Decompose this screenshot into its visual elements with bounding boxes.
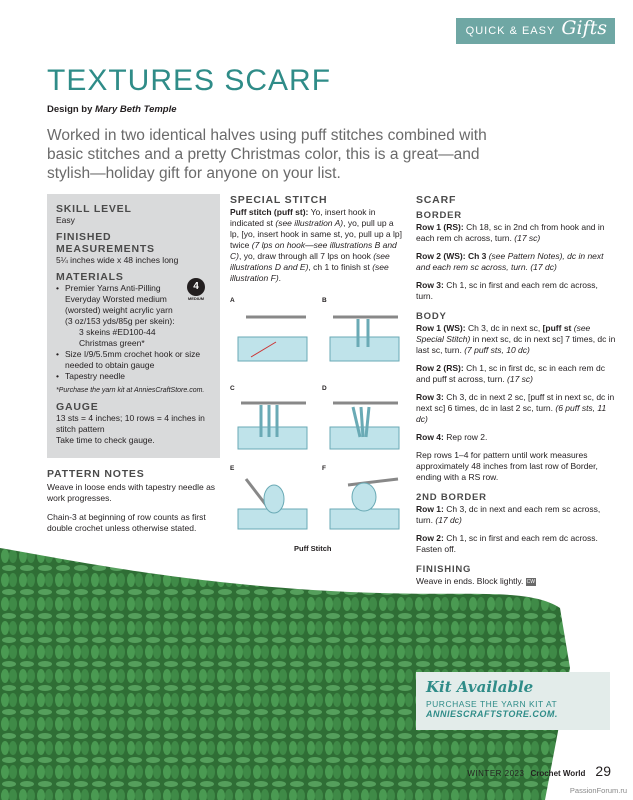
- page-number: 29: [595, 763, 611, 779]
- gauge-line2: Take time to check gauge.: [56, 435, 155, 445]
- section-tag: [456, 18, 615, 44]
- skill-level-value: Easy: [56, 215, 75, 225]
- cw-end-icon: CW: [526, 578, 535, 585]
- finishing-text: Weave in ends. Block lightly. CW: [416, 576, 535, 586]
- border-row-1: Row 1 (RS): Ch 18, sc in 2nd ch from hook and in each rem ch across, turn. (17 sc): [416, 222, 605, 243]
- pattern-note-2: Chain-3 at beginning of row counts as first double crochet unless otherwise stated.: [47, 512, 206, 533]
- body-row-2: Row 2 (RS): Ch 1, sc in first dc, sc in each rem dc and puff st across, turn. (17 sc): [416, 363, 605, 384]
- designer-name: Mary Beth Temple: [95, 104, 177, 115]
- second-border-row-2: Row 2: Ch 1, sc in first and each rem dc across. Fasten off.: [416, 533, 598, 554]
- body-repeat: Rep rows 1–4 for pattern until work measures approximately 48 inches from last row of Border, ending with a RS row.: [416, 450, 598, 482]
- special-stitch-text: Puff stitch (puff st): Yo, insert hook in indicated st (see illustration A), yo, pull up a lp, [yo, insert hook in same st, yo, pull up a lp] twice (7 lps on hook—see illustrations B and C), yo, draw through all 7 lps on hook (see illustrations D and E), ch 1 to finish st (see illustration F).: [230, 207, 402, 283]
- page-footer: [467, 763, 611, 779]
- illus-f-image: [328, 475, 401, 535]
- scarf-instructions: [416, 194, 616, 587]
- intro-text: Worked in two identical halves using puff stitches combined with basic stitches and a pretty Christmas color, this is a great—and stylish—holiday gift for anyone on your list.: [47, 127, 487, 182]
- gifts-label: Gifts: [561, 17, 607, 39]
- materials-note: *Purchase the yarn kit at AnniesCraftStore.com.: [56, 387, 205, 394]
- issue-label: WINTER 2023: [467, 769, 525, 778]
- pattern-notes-heading: PATTERN NOTES: [47, 468, 145, 480]
- finishing-heading: FINISHING: [416, 564, 472, 575]
- gauge-line1: 13 sts = 4 inches; 10 rows = 4 inches in stitch pattern: [56, 413, 205, 434]
- illus-e-image: [236, 475, 309, 535]
- illus-label-e: E: [230, 465, 235, 472]
- materials-needle: • Tapestry needle: [56, 371, 211, 382]
- yarn-weight-number: 4: [187, 278, 205, 296]
- pattern-note-1: Weave in loose ends with tapestry needle as work progresses.: [47, 482, 216, 503]
- pattern-notes: [47, 468, 227, 534]
- body-row-4: Row 4: Rep row 2.: [416, 432, 488, 442]
- border-row-2: Row 2 (WS): Ch 3 (see Pattern Notes), dc in next and each rem sc across, turn. (17 dc): [416, 251, 604, 272]
- yarn-weight-label: MEDIUM: [187, 296, 205, 301]
- watermark: PassionForum.ru: [569, 786, 627, 795]
- page-title: TEXTURES SCARF: [47, 64, 332, 97]
- kit-line-1: PURCHASE THE YARN KIT AT: [426, 699, 558, 709]
- quick-easy-label: QUICK & EASY: [465, 25, 556, 37]
- body-heading: BODY: [416, 311, 447, 322]
- illus-label-b: B: [322, 297, 327, 304]
- special-stitch-heading: SPECIAL STITCH: [230, 194, 328, 206]
- illus-c-image: [236, 395, 309, 455]
- kit-available-box: [416, 672, 610, 730]
- materials-yarn: • Premier Yarns Anti-Pilling Everyday Worsted medium (worsted) weight acrylic yarn (3 oz/153 yds/85g per skein): 3 skeins #ED100-44 Christmas green*: [56, 283, 211, 349]
- yarn-weight-icon: [185, 278, 207, 302]
- border-heading: BORDER: [416, 210, 462, 221]
- materials-hook: • Size I/9/5.5mm crochet hook or size needed to obtain gauge: [56, 349, 211, 371]
- special-stitch: [230, 194, 402, 284]
- illus-label-c: C: [230, 385, 235, 392]
- scarf-heading: SCARF: [416, 194, 457, 206]
- byline: Design by Mary Beth Temple: [47, 104, 177, 115]
- body-row-1: Row 1 (WS): Ch 3, dc in next sc, [puff st (see Special Stitch) in next sc, dc in next sc] 7 times, dc in last sc, turn. (7 puff sts, 10 dc): [416, 323, 616, 355]
- second-border-row-1: Row 1: Ch 3, dc in next and each rem sc across, turn. (17 dc): [416, 504, 601, 525]
- puff-stitch-illustrations: [230, 297, 402, 532]
- skill-level-heading: SKILL LEVEL: [56, 203, 132, 215]
- kit-link[interactable]: ANNIESCRAFTSTORE.COM.: [426, 709, 558, 719]
- illus-a-image: [236, 307, 309, 367]
- illus-b-image: [328, 307, 401, 367]
- kit-title: Kit Available: [426, 678, 534, 696]
- second-border-heading: 2ND BORDER: [416, 492, 487, 503]
- info-sidebar: [47, 194, 220, 458]
- illus-label-f: F: [322, 465, 326, 472]
- illus-d-image: [328, 395, 401, 455]
- body-row-3: Row 3: Ch 3, dc in next 2 sc, [puff st in next sc, dc in next sc] 6 times, dc in last 2 sc, turn. (6 puff sts, 11 dc): [416, 392, 615, 424]
- illustration-caption: Puff Stitch: [294, 544, 332, 553]
- illus-label-d: D: [322, 385, 327, 392]
- magazine-name: Crochet World: [530, 769, 586, 778]
- illus-label-a: A: [230, 297, 235, 304]
- finished-value: 5¼ inches wide x 48 inches long: [56, 255, 179, 265]
- border-row-3: Row 3: Ch 1, sc in first and each rem dc across, turn.: [416, 280, 598, 301]
- finished-heading: FINISHED MEASUREMENTS: [56, 231, 155, 255]
- gauge-heading: GAUGE: [56, 401, 99, 413]
- materials-heading: MATERIALS: [56, 271, 124, 283]
